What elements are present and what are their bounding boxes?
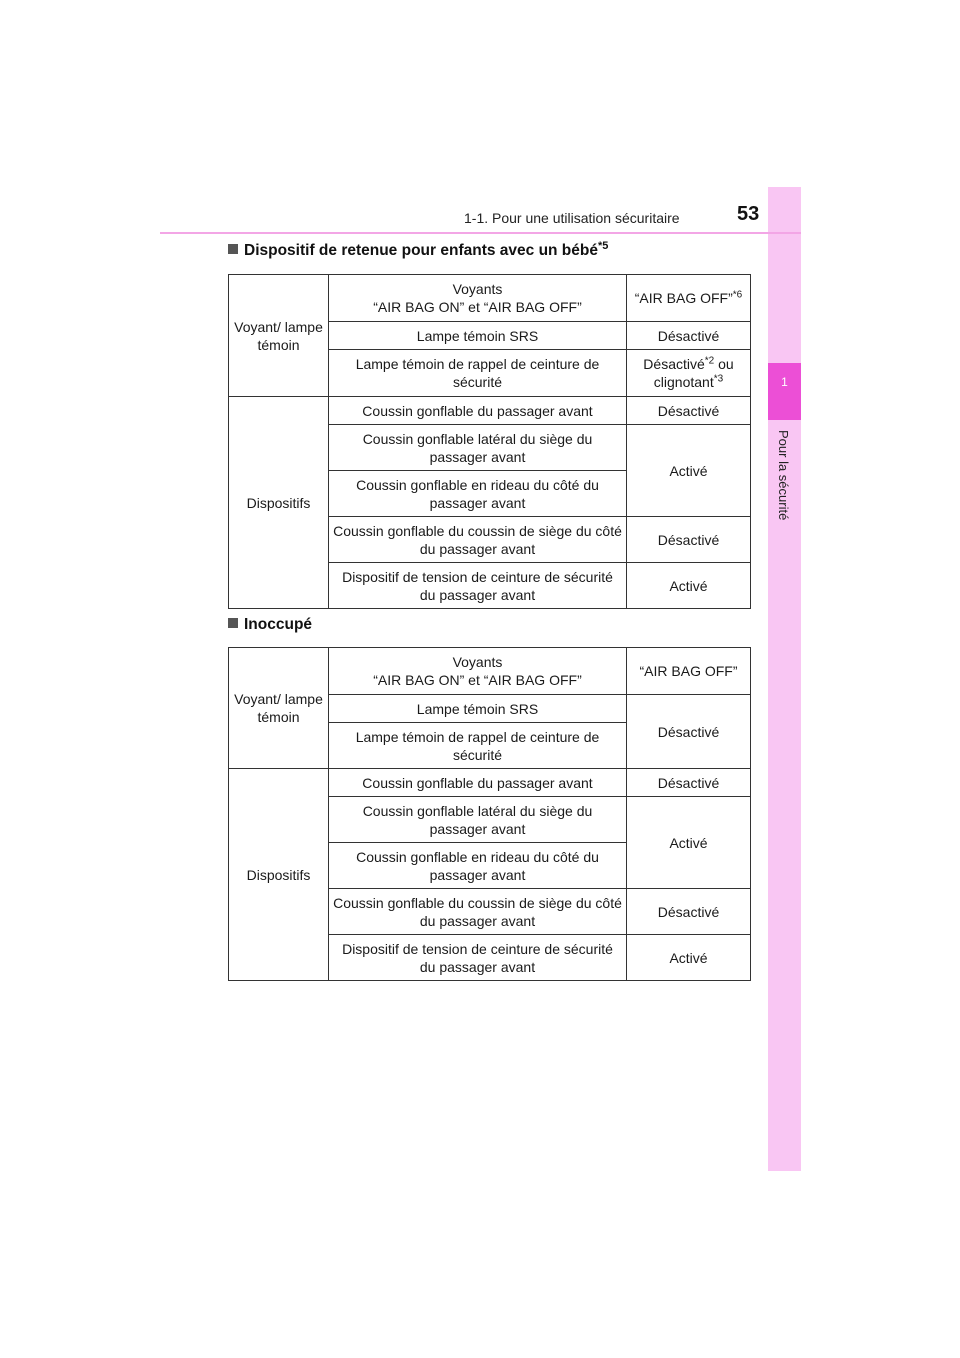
page-number: 53 [737, 203, 760, 225]
s1-belt-value [627, 350, 751, 397]
s2-row-label: Coussin gonflable en rideau du côté du passager avant [329, 843, 627, 889]
s2-dispositifs-label: Dispositifs [229, 769, 329, 981]
s1-voyant-label: Voyant/ lampe témoin [229, 275, 329, 397]
s2-voyants-cell [329, 648, 627, 695]
s2-voyants-line2: “AIR BAG ON” et “AIR BAG OFF” [373, 672, 582, 688]
s1-voyants-value-text: “AIR BAG OFF” [634, 290, 733, 306]
s2-row-label: Coussin gonflable du coussin de siège du côté du passager avant [329, 889, 627, 935]
s1-belt-value-a: Désactivé [643, 356, 705, 372]
s2-row-label: Dispositif de tension de ceinture de sécurité du passager avant [329, 935, 627, 981]
s1-row-value: Activé [627, 563, 751, 609]
s1-srs-label: Lampe témoin SRS [329, 322, 627, 350]
section2-table [228, 647, 751, 981]
square-bullet-icon [228, 618, 238, 628]
s2-belt-label: Lampe témoin de rappel de ceinture de sécurité [329, 723, 627, 769]
chapter-label: Pour la sécurité [776, 430, 791, 521]
s2-row-value: Activé [627, 935, 751, 981]
s1-belt-value-a-footnote: *2 [704, 355, 715, 367]
s1-row-label: Coussin gonflable du coussin de siège du côté du passager avant [329, 517, 627, 563]
section2-heading [228, 616, 312, 634]
chapter-active-marker [768, 363, 801, 420]
s2-lamps-value: Désactivé [627, 695, 751, 769]
s2-voyants-value: “AIR BAG OFF” [627, 648, 751, 695]
section-header: 1-1. Pour une utilisation sécuritaire [464, 210, 680, 226]
s2-row-label: Coussin gonflable du passager avant [329, 769, 627, 797]
s1-belt-label: Lampe témoin de rappel de ceinture de sécurité [329, 350, 627, 397]
s1-row-value: Désactivé [627, 397, 751, 425]
section1-table [228, 274, 751, 609]
s2-srs-label: Lampe témoin SRS [329, 695, 627, 723]
s1-row-label: Coussin gonflable en rideau du côté du passager avant [329, 471, 627, 517]
s1-row-value: Activé [627, 425, 751, 517]
s2-row-value: Désactivé [627, 769, 751, 797]
s2-voyants-line1: Voyants [452, 654, 503, 670]
s1-voyants-line1: Voyants [452, 281, 503, 297]
s1-row-label: Coussin gonflable du passager avant [329, 397, 627, 425]
section2-heading-text: Inoccupé [244, 616, 313, 633]
s1-voyants-cell [329, 275, 627, 322]
s1-row-value: Désactivé [627, 517, 751, 563]
chapter-number: 1 [781, 375, 788, 389]
s2-row-label: Coussin gonflable latéral du siège du passager avant [329, 797, 627, 843]
chapter-side-tab [768, 187, 801, 1171]
s2-row-value: Activé [627, 797, 751, 889]
section1-heading-footnote: *5 [598, 240, 609, 252]
s1-row-label: Dispositif de tension de ceinture de sécurité du passager avant [329, 563, 627, 609]
header-divider [160, 232, 801, 234]
s1-row-label: Coussin gonflable latéral du siège du passager avant [329, 425, 627, 471]
s1-voyants-value-footnote: *6 [732, 289, 743, 301]
s1-belt-value-or: ou clignotant [653, 356, 734, 390]
s1-voyants-value [627, 275, 751, 322]
s1-belt-value-b-footnote: *3 [713, 373, 724, 385]
s2-voyant-label: Voyant/ lampe témoin [229, 648, 329, 769]
s2-row-value: Désactivé [627, 889, 751, 935]
section1-heading-text: Dispositif de retenue pour enfants avec un bébé [244, 242, 598, 260]
s1-srs-value: Désactivé [627, 322, 751, 350]
square-bullet-icon [228, 244, 238, 254]
section1-heading [228, 240, 608, 260]
s1-dispositifs-label: Dispositifs [229, 397, 329, 609]
s1-voyants-line2: “AIR BAG ON” et “AIR BAG OFF” [373, 299, 582, 315]
